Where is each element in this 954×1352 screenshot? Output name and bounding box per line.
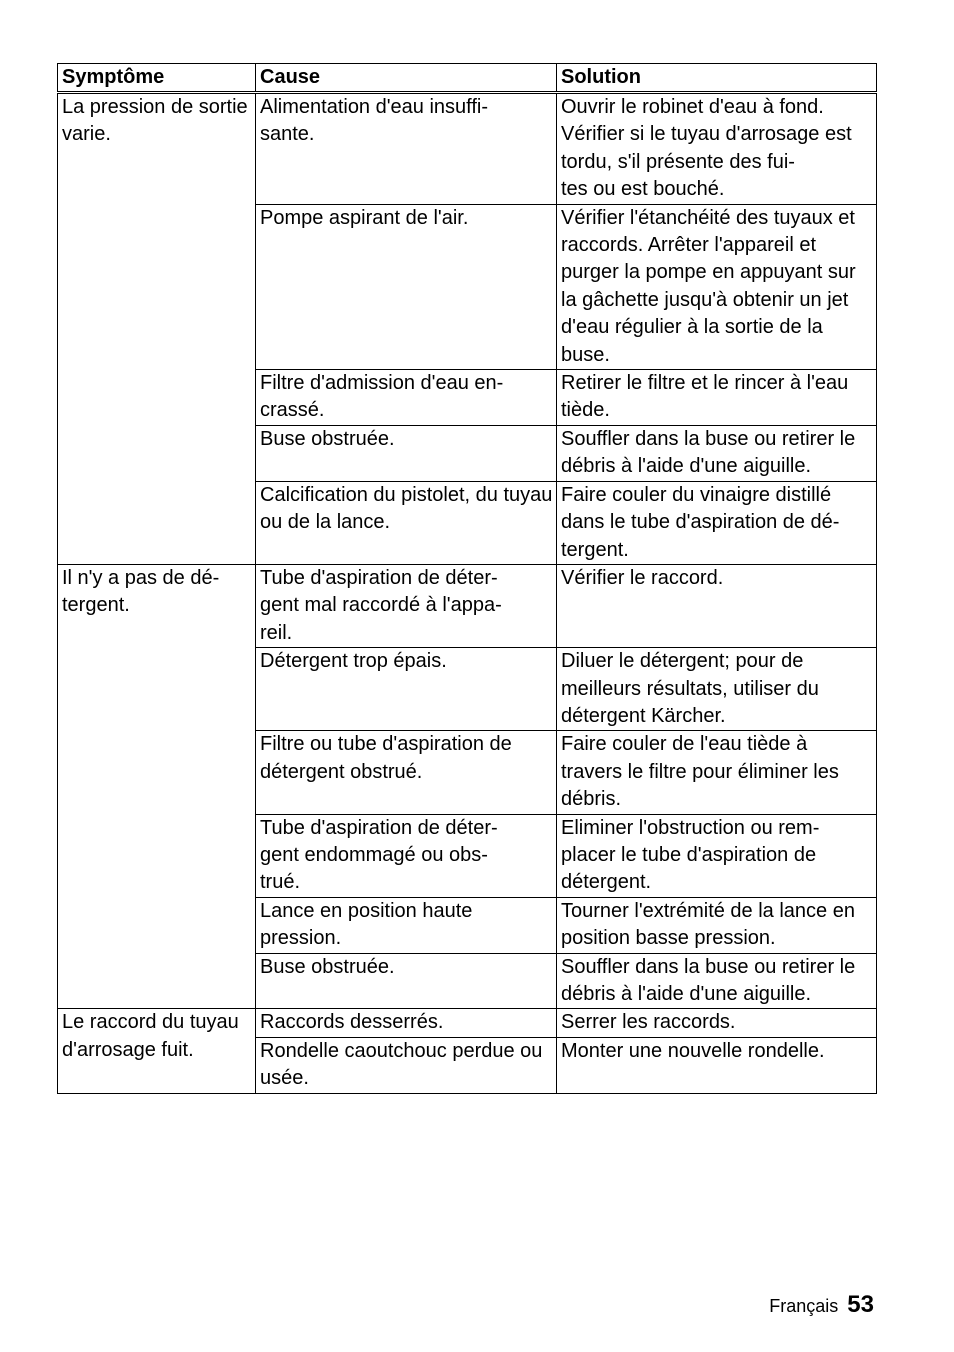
solution-text: Faire couler du vinaigre distillé dans le tube d'aspiration de dé- tergent.	[561, 483, 840, 561]
cause-cell	[256, 731, 557, 814]
solution-text: Vérifier l'étanchéité des tuyaux et raccords. Arrêter l'appareil et purger la pompe en appuyant sur la gâchette jusqu'à obtenir un jet d'eau régulier à la sortie de la buse.	[561, 206, 856, 366]
table-body	[58, 93, 877, 1094]
header-row	[58, 64, 877, 93]
cause-text: Pompe aspirant de l'air.	[260, 206, 469, 229]
solution-text: Tourner l'extrémité de la lance en position basse pression.	[561, 899, 855, 950]
solution-text: Vérifier le raccord.	[561, 566, 724, 589]
symptom-cell	[58, 93, 256, 565]
cause-cell	[256, 204, 557, 369]
cause-cell	[256, 93, 557, 205]
cause-cell	[256, 564, 557, 647]
header-solution: Solution	[557, 64, 877, 93]
cause-text: Détergent trop épais.	[260, 650, 447, 673]
cause-cell	[256, 370, 557, 426]
cause-text: Raccords desserrés.	[260, 1011, 444, 1034]
solution-text: Souffler dans la buse ou retirer le débris à l'aide d'une aiguille.	[561, 427, 856, 478]
table-row	[58, 564, 877, 647]
footer-language: Français	[769, 1296, 839, 1316]
cause-text: Filtre ou tube d'aspiration de détergent obstrué.	[260, 733, 512, 783]
cause-text: Filtre d'admission d'eau en- crassé.	[260, 372, 504, 422]
solution-cell	[557, 370, 877, 426]
cause-cell	[256, 1037, 557, 1093]
solution-text: Eliminer l'obstruction ou rem- placer le tube d'aspiration de détergent.	[561, 816, 820, 894]
solution-text: Diluer le détergent; pour de meilleurs résultats, utiliser du détergent Kärcher.	[561, 650, 819, 727]
cause-cell	[256, 481, 557, 564]
header-symptom: Symptôme	[58, 64, 256, 93]
solution-cell	[557, 93, 877, 205]
cause-cell	[256, 1009, 557, 1037]
table-row	[58, 93, 877, 205]
header-cause: Cause	[256, 64, 557, 93]
solution-cell	[557, 897, 877, 953]
cause-cell	[256, 425, 557, 481]
solution-cell	[557, 731, 877, 814]
cause-cell	[256, 953, 557, 1009]
symptom-text: Il n'y a pas de dé- tergent.	[62, 566, 220, 617]
cause-text: Buse obstruée.	[260, 427, 395, 450]
page-footer	[769, 1290, 874, 1321]
page-number: 53	[847, 1291, 874, 1318]
cause-text: Tube d'aspiration de déter- gent mal raccordé à l'appa- reil.	[260, 566, 502, 644]
table-header	[58, 64, 877, 93]
solution-cell	[557, 204, 877, 369]
solution-cell	[557, 648, 877, 731]
cause-text: Calcification du pistolet, du tuyau ou de la lance.	[260, 483, 553, 534]
cause-cell	[256, 648, 557, 731]
cause-text: Lance en position haute pression.	[260, 899, 473, 950]
symptom-cell	[58, 1009, 256, 1093]
solution-cell	[557, 564, 877, 647]
solution-text: Ouvrir le robinet d'eau à fond. Vérifier si le tuyau d'arrosage est tordu, s'il présente des fui- tes ou est bouché.	[561, 96, 852, 201]
cause-text: Rondelle caoutchouc perdue ou usée.	[260, 1039, 543, 1090]
solution-cell	[557, 953, 877, 1009]
table-row	[58, 1009, 877, 1037]
solution-text: Faire couler de l'eau tiède à travers le filtre pour éliminer les débris.	[561, 733, 839, 811]
solution-cell	[557, 814, 877, 897]
solution-cell	[557, 1009, 877, 1037]
solution-text: Souffler dans la buse ou retirer le débris à l'aide d'une aiguille.	[561, 955, 856, 1005]
cause-text: Alimentation d'eau insuffi- sante.	[260, 96, 489, 146]
cause-cell	[256, 814, 557, 897]
cause-text: Buse obstruée.	[260, 955, 395, 978]
symptom-text: La pression de sortie varie.	[62, 96, 248, 146]
solution-text: Retirer le filtre et le rincer à l'eau tiède.	[561, 372, 849, 422]
symptom-text: Le raccord du tuyau d'arrosage fuit.	[62, 1011, 239, 1061]
cause-text: Tube d'aspiration de déter- gent endommagé ou obs- trué.	[260, 816, 498, 894]
solution-cell	[557, 425, 877, 481]
solution-cell	[557, 1037, 877, 1093]
cause-cell	[256, 897, 557, 953]
solution-text: Serrer les raccords.	[561, 1011, 736, 1034]
troubleshooting-table	[57, 63, 877, 1094]
symptom-cell	[58, 564, 256, 1009]
solution-cell	[557, 481, 877, 564]
solution-text: Monter une nouvelle rondelle.	[561, 1039, 825, 1062]
